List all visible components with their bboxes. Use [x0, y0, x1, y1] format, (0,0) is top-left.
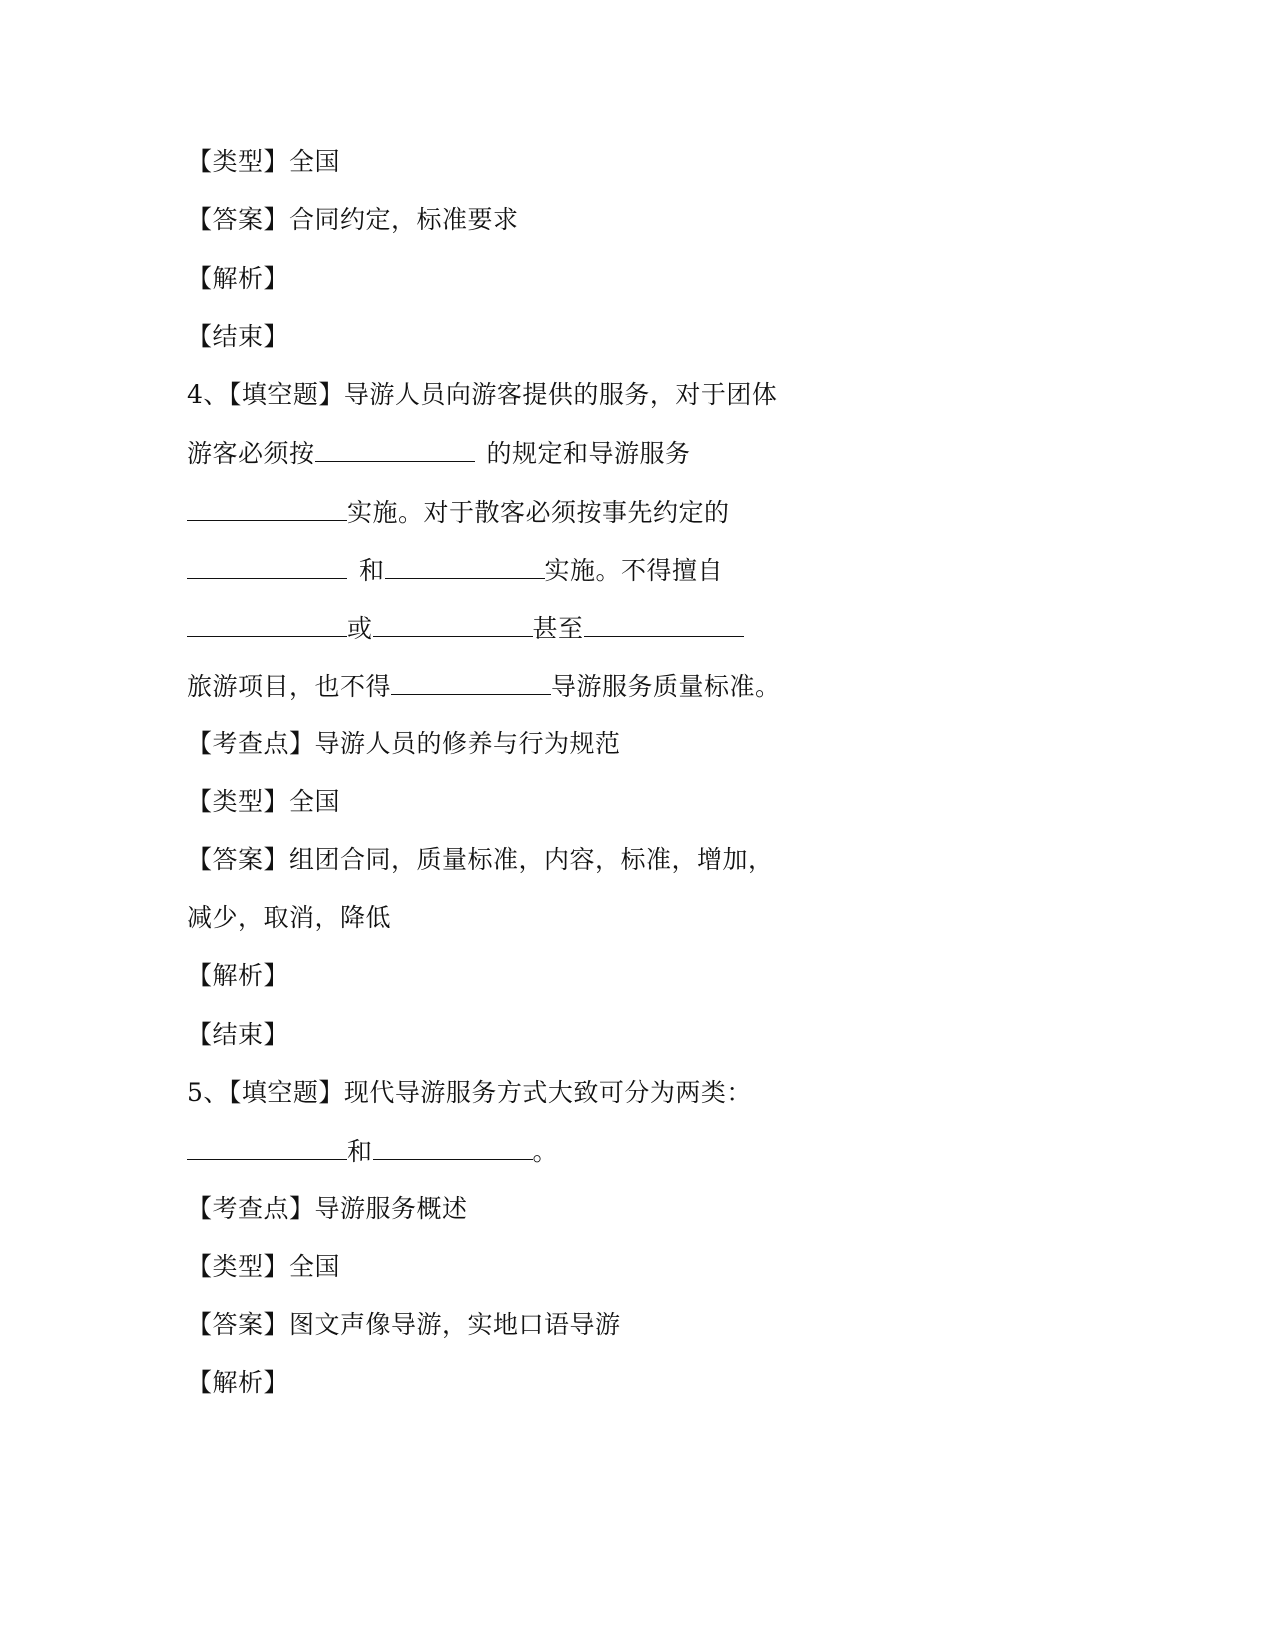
q4-question-line-2 — [187, 435, 691, 471]
q4-question-line-4 — [187, 552, 723, 588]
q4-question-line-6 — [187, 668, 781, 704]
fill-blank — [373, 610, 533, 637]
q4-type: 【类型】全国 — [187, 787, 341, 816]
q4-question-line-3 — [187, 494, 730, 530]
q5-point: 【考查点】导游服务概述 — [187, 1194, 468, 1223]
fill-blank — [373, 1133, 533, 1160]
fill-blank — [315, 435, 475, 462]
fill-blank — [385, 552, 545, 579]
q5-text: 。 — [532, 1137, 559, 1166]
q5-answer: 【答案】图文声像导游，实地口语导游 — [187, 1310, 621, 1339]
q3-type: 【类型】全国 — [187, 147, 341, 176]
fill-blank — [187, 610, 347, 637]
q3-answer: 【答案】合同约定，标准要求 — [187, 205, 519, 234]
q4-text: 旅游项目，也不得 — [187, 672, 392, 701]
q4-analysis: 【解析】 — [187, 961, 290, 990]
q5-text: 和 — [347, 1137, 373, 1166]
q4-point: 【考查点】导游人员的修养与行为规范 — [187, 729, 621, 758]
q4-text: 和 — [359, 556, 385, 585]
q4-answer-line-2: 减少，取消，降低 — [187, 903, 392, 932]
q4-answer-line-1: 【答案】组团合同，质量标准，内容，标准，增加， — [187, 845, 774, 874]
q4-question-line-5 — [187, 610, 744, 646]
q5-question-line-2 — [187, 1133, 558, 1169]
q5-analysis: 【解析】 — [187, 1368, 290, 1397]
fill-blank — [391, 668, 551, 695]
q3-end: 【结束】 — [187, 322, 290, 351]
q4-text: 游客必须按 — [187, 439, 315, 468]
fill-blank — [584, 610, 744, 637]
q4-text: 导游服务质量标准。 — [551, 672, 781, 701]
q5-type: 【类型】全国 — [187, 1252, 341, 1281]
q5-question-line-1: 5、【填空题】现代导游服务方式大致可分为两类： — [187, 1078, 752, 1107]
q4-text: 或 — [347, 614, 373, 643]
q4-text: 实施。对于散客必须按事先约定的 — [347, 498, 730, 527]
fill-blank — [187, 1133, 347, 1160]
fill-blank — [187, 494, 347, 521]
q4-question-line-1: 4、【填空题】导游人员向游客提供的服务，对于团体 — [187, 380, 778, 409]
q4-end: 【结束】 — [187, 1020, 290, 1049]
q3-analysis: 【解析】 — [187, 264, 290, 293]
fill-blank — [187, 552, 347, 579]
q4-text: 实施。不得擅自 — [544, 556, 724, 585]
q4-text: 的规定和导游服务 — [486, 439, 691, 468]
q4-text: 甚至 — [532, 614, 584, 643]
